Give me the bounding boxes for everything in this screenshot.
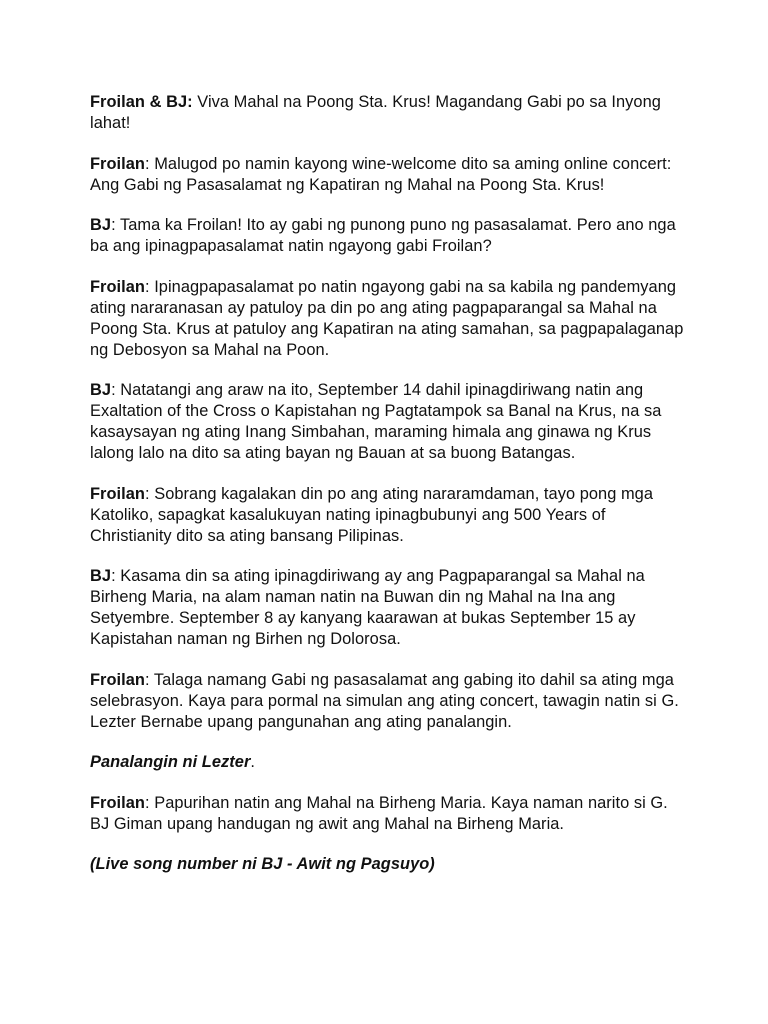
dialogue-text: : Tama ka Froilan! Ito ay gabi ng punong puno ng pasasalamat. Pero ano nga ba ang ipinagpapasalamat natin ngayong gabi Froilan? bbox=[90, 216, 676, 255]
dialogue-text: : Talaga namang Gabi ng pasasalamat ang gabing ito dahil sa ating mga selebrasyon. Kaya para pormal na simulan ang ating concert, tawagin natin si G. Lezter Bernabe upang pangunahan ang ating panalangin. bbox=[90, 670, 679, 731]
speaker-name: Froilan bbox=[90, 484, 145, 503]
dialogue-paragraph bbox=[90, 277, 690, 361]
stage-direction bbox=[90, 854, 690, 875]
speaker-name: Froilan & BJ: bbox=[90, 93, 193, 111]
dialogue-paragraph bbox=[90, 566, 690, 650]
stage-cue: Panalangin ni Lezter bbox=[90, 753, 251, 771]
dialogue-text: : Sobrang kagalakan din po ang ating nararamdaman, tayo pong mga Katoliko, sapagkat kasalukuyan nating ipinagbubunyi ang 500 Years of Christianity dito sa ating bansang Pilipinas. bbox=[90, 484, 654, 545]
dialogue-text: : Malugod po namin kayong wine-welcome dito sa aming online concert: Ang Gabi ng Pasasalamat ng Kapatiran ng Mahal na Poong Sta. Krus! bbox=[90, 154, 672, 194]
dialogue-paragraph bbox=[90, 215, 690, 257]
dialogue-paragraph bbox=[90, 154, 690, 196]
speaker-name: BJ bbox=[90, 567, 112, 585]
dialogue-paragraph bbox=[90, 670, 690, 733]
speaker-name: Froilan bbox=[90, 277, 145, 296]
dialogue-paragraph bbox=[90, 793, 690, 835]
speaker-name: BJ bbox=[90, 381, 112, 399]
dialogue-text: : Natatangi ang araw na ito, September 14 dahil ipinagdiriwang natin ang Exaltation of the Cross o Kapistahan ng Pagtatampok sa Banal na Krus, na sa kasaysayan ng ating Inang Simbahan, maraming himala ang ginawa ng Krus lalong lalo na dito sa ating bayan ng Bauan at sa buong Batangas. bbox=[90, 381, 662, 462]
speaker-name: Froilan bbox=[90, 670, 145, 689]
dialogue-text: : Papurihan natin ang Mahal na Birheng Maria. Kaya naman narito si G. BJ Giman upang handugan ng awit ang Mahal na Birheng Maria. bbox=[90, 793, 668, 833]
dialogue-text: : Ipinagpapasalamat po natin ngayong gabi na sa kabila ng pandemyang ating nararanasan ay patuloy pa din po ang ating pagpaparangal sa Mahal na Poong Sta. Krus at patuloy ang Kapatiran na ating samahan, sa pagpapalaganap ng Debosyon sa Mahal na Poon. bbox=[90, 277, 684, 359]
stage-cue: (Live song number ni BJ - Awit ng Pagsuyo) bbox=[90, 855, 435, 873]
dialogue-paragraph bbox=[90, 484, 690, 547]
script-document bbox=[90, 92, 690, 895]
stage-direction bbox=[90, 752, 690, 773]
dialogue-text: Viva Mahal na Poong Sta. Krus! Magandang Gabi po sa Inyong lahat! bbox=[90, 93, 661, 132]
speaker-name: Froilan bbox=[90, 154, 145, 173]
stage-cue-punctuation: . bbox=[250, 753, 255, 771]
dialogue-paragraph bbox=[90, 380, 690, 464]
dialogue-paragraph bbox=[90, 92, 690, 134]
speaker-name: Froilan bbox=[90, 793, 145, 812]
speaker-name: BJ bbox=[90, 216, 112, 234]
dialogue-text: : Kasama din sa ating ipinagdiriwang ay ang Pagpaparangal sa Mahal na Birheng Maria, na alam naman natin na Buwan din ng Mahal na Ina ang Setyembre. September 8 ay kanyang kaarawan at bukas September 15 ay Kapistahan naman ng Birhen ng Dolorosa. bbox=[90, 567, 645, 648]
